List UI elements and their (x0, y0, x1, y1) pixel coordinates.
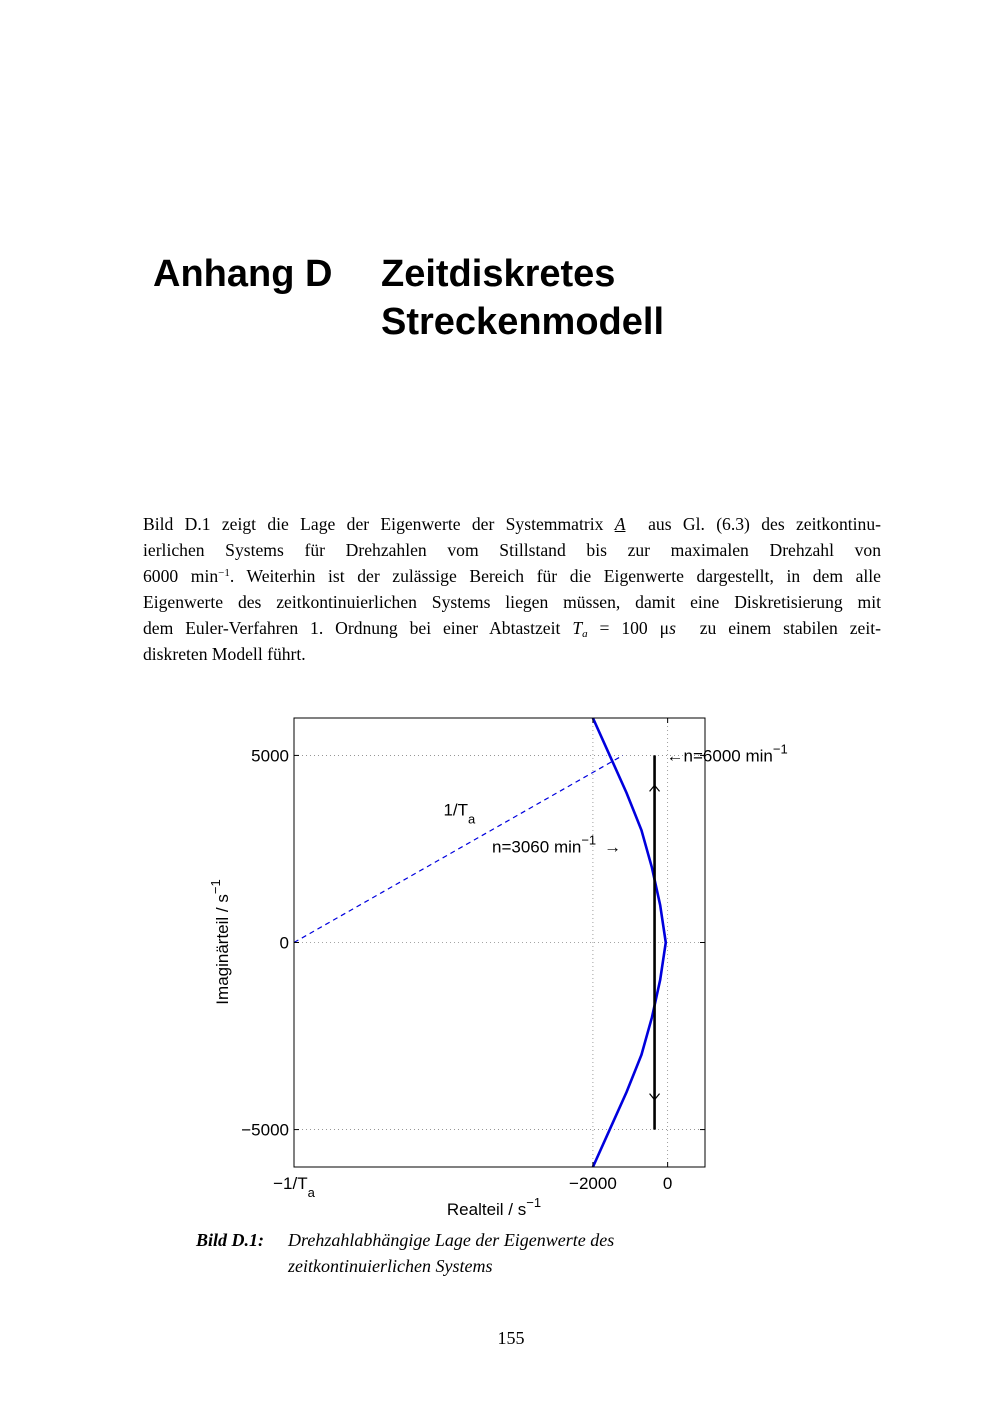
equation-run: = 100 (599, 618, 648, 638)
unit-s: s (669, 618, 676, 638)
text-run: aus Gl. (6.3) des zeitkontinu- (648, 514, 882, 534)
annotation-n3060: n=3060 $\min^{-1}$ → (492, 832, 622, 857)
annotation-ta: $1/T_a$ (443, 800, 476, 827)
y-tick-label: 0 (279, 933, 289, 953)
caption-line: zeitkontinuierlichen Systems (288, 1256, 493, 1276)
label-group (208, 741, 788, 1219)
chapter-title-line: Zeitdiskretes (381, 253, 616, 295)
text-run: . Weiterhin ist der zulässige Bereich für die Eigenwerte dargestellt, in dem alle (229, 566, 881, 586)
caption-line: Drehzahlabhängige Lage der Eigenwerte des (288, 1230, 615, 1250)
matrix-symbol: A (614, 514, 626, 534)
page-number: 155 (497, 1328, 525, 1348)
x-tick-label: −2000 (569, 1174, 617, 1193)
subscript: a (582, 628, 588, 640)
y-tick-label: −5000 (241, 1120, 289, 1140)
superscript: −1 (218, 567, 230, 579)
caption-label: Bild D.1: (196, 1230, 265, 1250)
tick-group (294, 718, 705, 1167)
y-axis-label: Imaginärteil / $s^{-1}$ (208, 879, 232, 1005)
chapter-label: Anhang D (153, 253, 333, 295)
text-run: zu einem stabilen zeit- (699, 618, 881, 638)
grid-lines (294, 718, 705, 1167)
paragraph-line: diskreten Modell führt. (143, 644, 306, 664)
text-run: 6000 min (143, 566, 219, 586)
annotation-n6000: ←n=6000 $\min^{-1}$ (666, 741, 788, 766)
unit-mu: μ (659, 618, 670, 638)
text-run: dem Euler-Verfahren 1. Ordnung bei einer Abtastzeit (143, 618, 561, 638)
paragraph-line: Eigenwerte des zeitkontinuierlichen Systems liegen müssen, damit eine Diskretisierung mit (143, 592, 881, 612)
axes-box (294, 718, 705, 1167)
x-tick-label: $-1/T_a$ (273, 1174, 315, 1200)
caption-text (288, 1227, 614, 1279)
symbol-T: T (572, 618, 583, 638)
chapter-title-line: Streckenmodell (381, 301, 664, 343)
text-run: Bild D.1 zeigt die Lage der Eigenwerte der Systemmatrix (143, 514, 604, 534)
paragraph-line: ierlichen Systems für Drehzahlen vom Stillstand bis zur maximalen Drehzahl von (143, 540, 881, 560)
x-tick-label: 0 (662, 1174, 673, 1193)
x-axis-label: Realteil / $s^{-1}$ (446, 1195, 542, 1219)
y-tick-label: 5000 (251, 746, 289, 766)
